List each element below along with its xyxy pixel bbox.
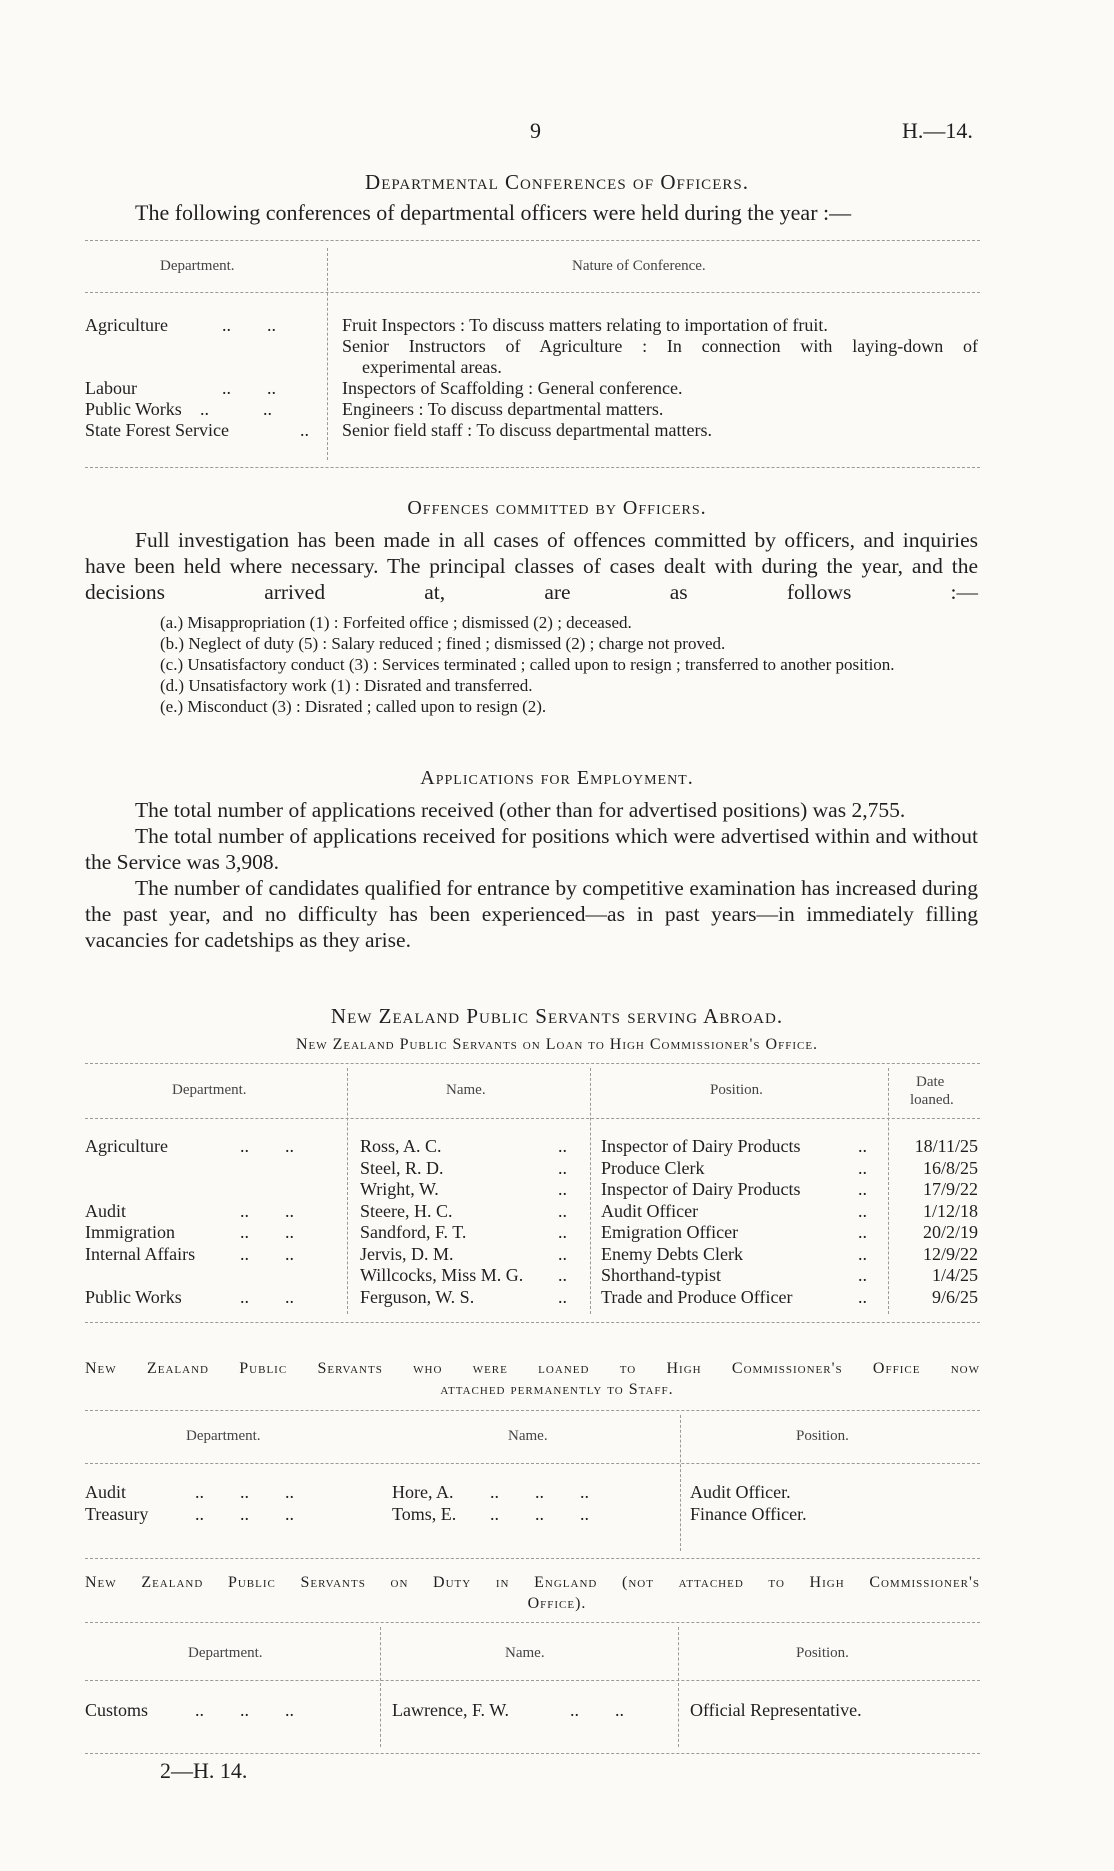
name-cell: Ross, A. C. (360, 1136, 442, 1156)
leader-dots: .. .. (240, 1244, 294, 1264)
conference-cell: Inspectors of Scaffolding : General conference. (342, 378, 683, 398)
date-cell: 20/2/19 (922, 1222, 978, 1242)
date-cell: 16/8/25 (922, 1158, 978, 1178)
name-cell: Ferguson, W. S. (360, 1287, 475, 1307)
position-cell: Audit Officer. (690, 1482, 791, 1502)
leader-dots: .. .. (222, 315, 276, 335)
conferences-title: Departmental Conferences of Officers. (365, 170, 749, 194)
leader-dots: .. (858, 1222, 867, 1242)
date-cell: 9/6/25 (931, 1287, 978, 1307)
applications-title: Applications for Employment. (420, 767, 694, 789)
department-cell: Immigration (85, 1222, 175, 1242)
column-header-name: Name. (508, 1428, 548, 1444)
conference-cell: Senior Instructors of Agriculture : In connection with laying-down of (342, 336, 978, 356)
footer-signature: 2—H. 14. (160, 1758, 248, 1783)
leader-dots: .. .. (240, 1287, 294, 1307)
leader-dots: .. .. (240, 1222, 294, 1242)
leader-dots: .. (300, 420, 309, 440)
leader-dots: .. .. .. (195, 1482, 294, 1502)
department-cell: Labour (85, 378, 137, 398)
name-cell: Willcocks, Miss M. G. (360, 1265, 524, 1285)
abroad-subtitle: New Zealand Public Servants on Loan to High Commissioner's Office. (295, 1036, 819, 1053)
name-cell: Steel, R. D. (360, 1158, 444, 1178)
position-cell: Trade and Produce Officer (601, 1287, 793, 1307)
england-title-continued: Office). (527, 1595, 587, 1612)
offences-text: Full investigation has been made in all cases of offences committed by officers, and inquiries have been held where necessary. The principal classes of cases dealt with during the year, and the decisions arrived at, are as follows :— (85, 528, 978, 604)
name-cell: Lawrence, F. W. (392, 1700, 510, 1720)
applications-paragraph: The total number of applications received for positions which were advertised within and without the Service was 3,908. (85, 824, 978, 874)
leader-dots: .. .. .. (490, 1504, 589, 1524)
leader-dots: .. (558, 1222, 567, 1242)
column-header-nature: Nature of Conference. (572, 258, 706, 274)
attached-title-continued: attached permanently to Staff. (440, 1381, 674, 1398)
attached-title: New Zealand Public Servants who were loaned to High Commissioner's Office now (85, 1360, 980, 1377)
conference-cell: Fruit Inspectors : To discuss matters relating to importation of fruit. (342, 315, 828, 335)
department-cell: Customs (85, 1700, 149, 1720)
name-cell: Jervis, D. M. (360, 1244, 454, 1264)
leader-dots: .. (558, 1265, 567, 1285)
list-item: (d.) Unsatisfactory work (1) : Disrated and transferred. (160, 676, 533, 695)
conference-cell: Senior field staff : To discuss departmental matters. (342, 420, 712, 440)
department-cell: Agriculture (85, 315, 168, 335)
leader-dots: .. (558, 1287, 567, 1307)
applications-paragraphs (85, 797, 978, 953)
leader-dots: .. .. (222, 378, 276, 398)
leader-dots: .. .. .. (195, 1504, 294, 1524)
date-cell: 12/9/22 (922, 1244, 978, 1264)
leader-dots: .. (558, 1158, 567, 1178)
leader-dots: .. (858, 1265, 867, 1285)
list-item: (e.) Misconduct (3) : Disrated ; called upon to resign (2). (160, 697, 547, 716)
department-cell: Audit (85, 1201, 127, 1221)
department-cell: Treasury (85, 1504, 149, 1524)
offences-list (160, 612, 980, 717)
column-header-department: Department. (188, 1645, 263, 1661)
column-header-department: Department. (160, 258, 235, 274)
name-cell: Toms, E. (392, 1504, 457, 1524)
column-header-name: Name. (505, 1645, 545, 1661)
column-header-department: Department. (186, 1428, 261, 1444)
conference-cell: experimental areas. (362, 357, 502, 377)
date-cell: 18/11/25 (914, 1136, 978, 1156)
position-cell: Finance Officer. (690, 1504, 807, 1524)
date-cell: 1/12/18 (922, 1201, 978, 1221)
abroad-title: New Zealand Public Servants serving Abroad. (330, 1004, 784, 1028)
column-header-position: Position. (796, 1428, 849, 1444)
leader-dots: .. (558, 1244, 567, 1264)
leader-dots: .. (858, 1158, 867, 1178)
position-cell: Official Representative. (690, 1700, 862, 1720)
position-cell: Shorthand-typist (601, 1265, 721, 1285)
position-cell: Produce Clerk (601, 1158, 705, 1178)
date-cell: 17/9/22 (922, 1179, 978, 1199)
leader-dots: .. .. .. (195, 1700, 294, 1720)
leader-dots: .. (558, 1179, 567, 1199)
column-header-date-loaned: loaned. (910, 1092, 954, 1108)
applications-paragraph: The number of candidates qualified for entrance by competitive examination has increased during the past year, and no difficulty has been experienced—as in past years—in immediately filling vacancies for cadetships as they arise. (85, 876, 978, 952)
list-item: (a.) Misappropriation (1) : Forfeited office ; dismissed (2) ; deceased. (160, 613, 632, 632)
department-cell: Internal Affairs (85, 1244, 196, 1264)
leader-dots: .. (858, 1136, 867, 1156)
leader-dots: .. .. (240, 1201, 294, 1221)
position-cell: Inspector of Dairy Products (601, 1136, 801, 1156)
england-title: New Zealand Public Servants on Duty in England (not attached to High Commissioner's (85, 1574, 980, 1591)
department-cell: Public Works (85, 1287, 182, 1307)
name-cell: Steere, H. C. (360, 1201, 453, 1221)
department-cell: Public Works (85, 399, 182, 419)
offences-title: Offences committed by Officers. (407, 497, 707, 519)
leader-dots: .. (858, 1244, 867, 1264)
position-cell: Audit Officer (601, 1201, 699, 1221)
column-header-date: Date (916, 1074, 945, 1090)
leader-dots: .. .. (240, 1136, 294, 1156)
position-cell: Inspector of Dairy Products (601, 1179, 801, 1199)
leader-dots: .. (558, 1201, 567, 1221)
department-cell: State Forest Service (85, 420, 229, 440)
department-cell: Audit (85, 1482, 127, 1502)
column-header-name: Name. (446, 1082, 486, 1098)
leader-dots: .. (858, 1179, 867, 1199)
position-cell: Enemy Debts Clerk (601, 1244, 743, 1264)
page-number: 9 (530, 118, 541, 143)
list-item: (c.) Unsatisfactory conduct (3) : Services terminated ; called upon to resign ; transferred to another position. (160, 655, 895, 674)
document-reference: H.—14. (902, 118, 973, 143)
leader-dots: .. .. (200, 399, 272, 419)
leader-dots: .. (558, 1136, 567, 1156)
position-cell: Emigration Officer (601, 1222, 739, 1242)
date-cell: 1/4/25 (931, 1265, 978, 1285)
column-header-position: Position. (710, 1082, 763, 1098)
name-cell: Hore, A. (392, 1482, 454, 1502)
leader-dots: .. .. .. (490, 1482, 589, 1502)
column-header-department: Department. (172, 1082, 247, 1098)
conference-cell: Engineers : To discuss departmental matters. (342, 399, 664, 419)
conferences-intro: The following conferences of departmental officers were held during the year :— (135, 200, 852, 225)
applications-paragraph: The total number of applications received (other than for advertised positions) was 2,755. (135, 798, 906, 822)
leader-dots: .. .. (570, 1700, 624, 1720)
column-header-position: Position. (796, 1645, 849, 1661)
leader-dots: .. (858, 1201, 867, 1221)
name-cell: Wright, W. (360, 1179, 439, 1199)
leader-dots: .. (858, 1287, 867, 1307)
department-cell: Agriculture (85, 1136, 168, 1156)
name-cell: Sandford, F. T. (360, 1222, 467, 1242)
offences-paragraph (85, 527, 978, 605)
list-item: (b.) Neglect of duty (5) : Salary reduced ; fined ; dismissed (2) ; charge not proved. (160, 634, 726, 653)
